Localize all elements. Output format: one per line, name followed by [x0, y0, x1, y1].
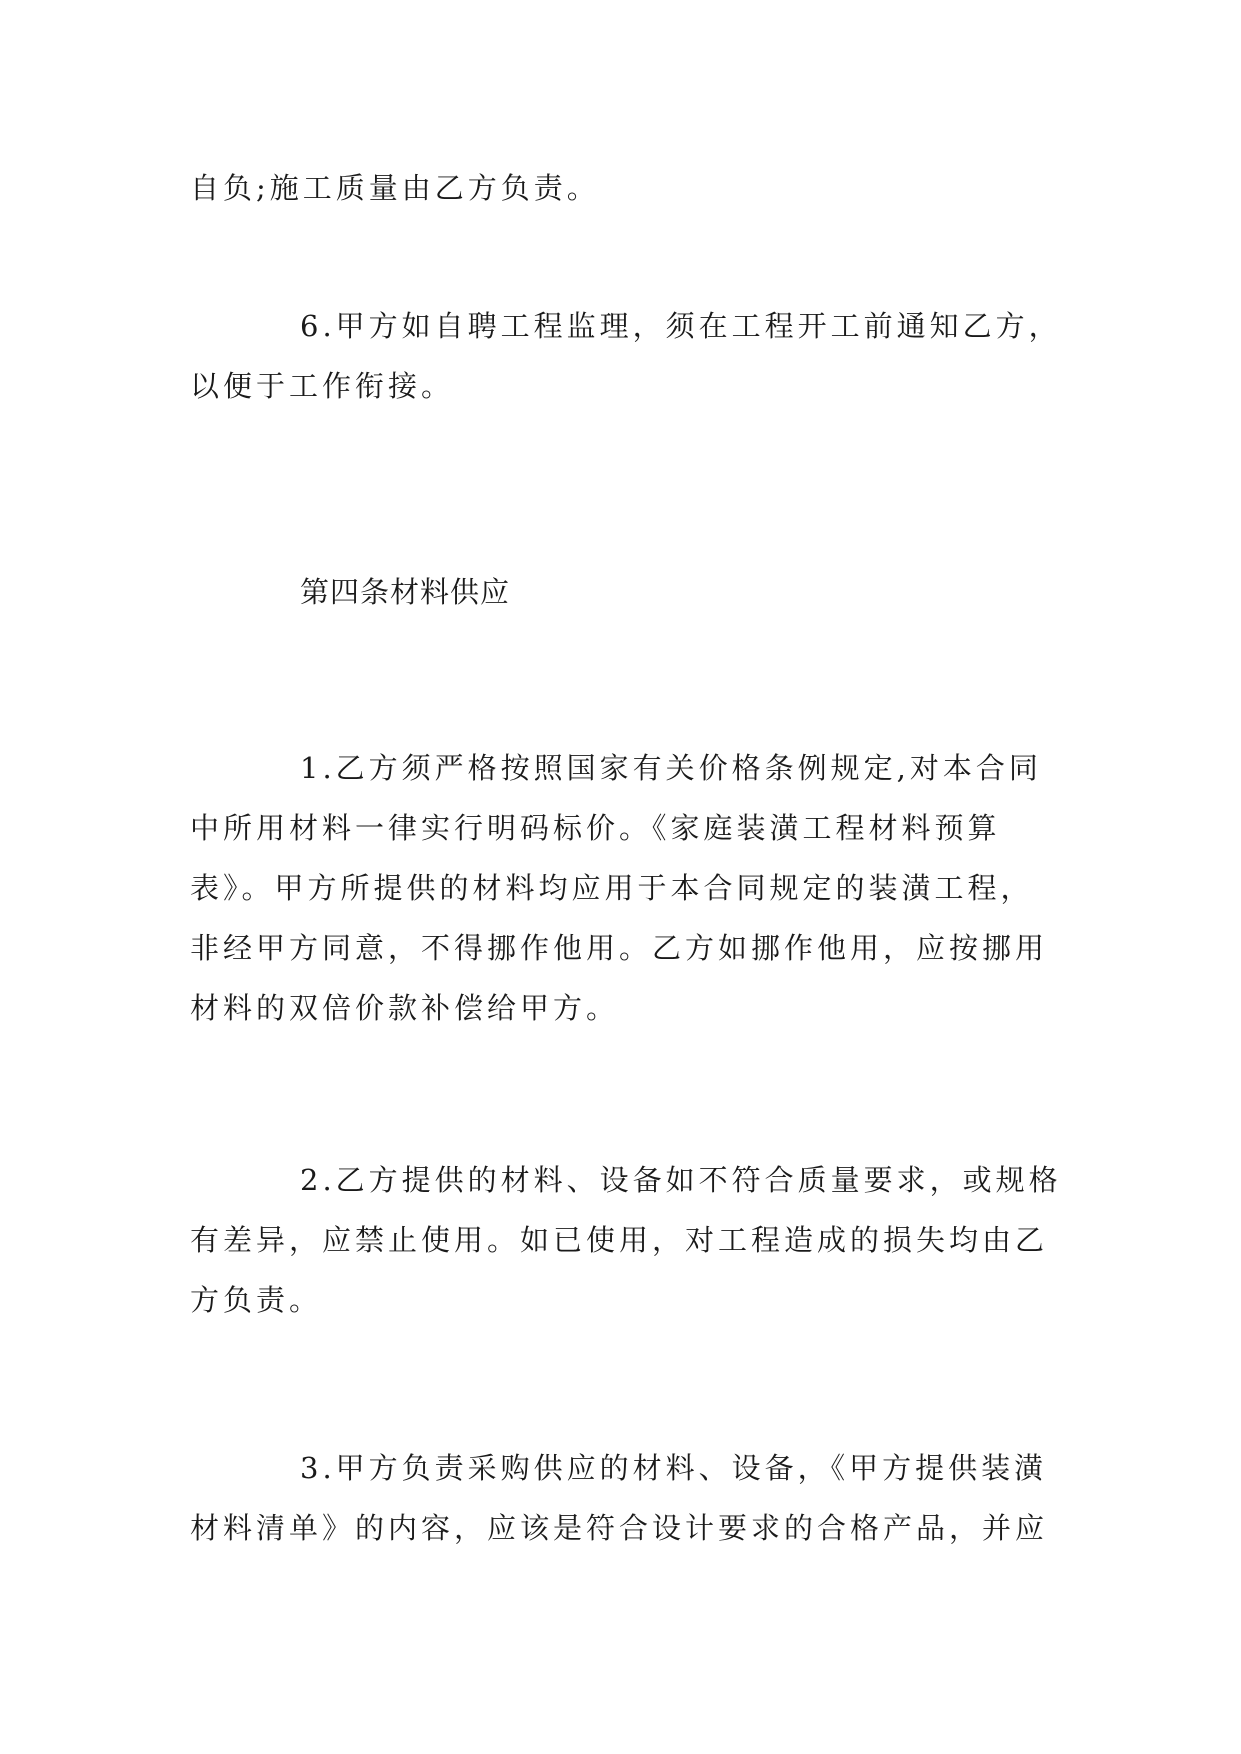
paragraph-item-6: [190, 296, 1065, 416]
paragraph-item-3: [190, 1438, 1065, 1558]
text-line: 材料的双倍价款补偿给甲方。: [190, 991, 620, 1025]
text-line: 表》。甲方所提供的材料均应用于本合同规定的装潢工程，: [190, 871, 1034, 905]
paragraph-item-1: [190, 738, 1065, 1038]
section-heading: 第四条材料供应: [300, 575, 511, 609]
text-line: 自负;施工质量由乙方负责。: [190, 171, 600, 205]
text-line: 中所用材料一律实行明码标价。《家庭装潢工程材料预算: [190, 811, 1001, 845]
text-line: 3.甲方负责采购供应的材料、设备，《甲方提供装潢: [300, 1451, 1048, 1485]
text-line: 有差异，应禁止使用。如已使用，对工程造成的损失均由乙: [190, 1223, 1049, 1257]
text-line: 6.甲方如自聘工程监理，须在工程开工前通知乙方，: [300, 309, 1062, 343]
text-line: 2.乙方提供的材料、设备如不符合质量要求，或规格: [300, 1163, 1062, 1197]
text-line: 1.乙方须严格按照国家有关价格条例规定,对本合同: [300, 751, 1042, 785]
text-line: 非经甲方同意，不得挪作他用。乙方如挪作他用，应按挪用: [190, 931, 1049, 965]
text-line: 以便于工作衔接。: [190, 369, 455, 403]
text-line: 材料清单》的内容，应该是符合设计要求的合格产品，并应: [190, 1511, 1049, 1545]
paragraph-continuation: [190, 158, 1065, 218]
text-line: 方负责。: [190, 1283, 323, 1317]
paragraph-item-2: [190, 1150, 1065, 1330]
